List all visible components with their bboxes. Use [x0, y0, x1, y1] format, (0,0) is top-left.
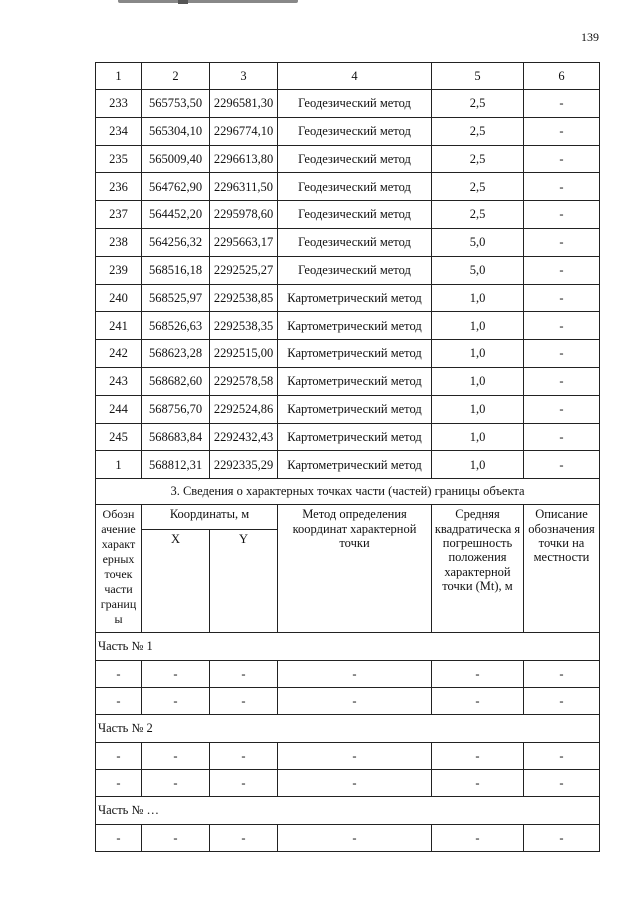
method: Картометрический метод [278, 284, 432, 312]
cell: - [142, 770, 210, 797]
part-label: Часть № … [96, 797, 600, 825]
header-accuracy: Средняя квадратическа я погрешность положения характерной точки (Mt), м [432, 505, 524, 633]
coord-y: 2292525,27 [210, 256, 278, 284]
point-number: 238 [96, 228, 142, 256]
description: - [524, 312, 600, 340]
point-number: 241 [96, 312, 142, 340]
method: Геодезический метод [278, 90, 432, 118]
method: Картометрический метод [278, 395, 432, 423]
coord-x: 565753,50 [142, 90, 210, 118]
col-number: 1 [96, 63, 142, 90]
boundary-points-table [95, 62, 600, 852]
point-number: 1 [96, 451, 142, 479]
scan-artifact [118, 0, 298, 3]
cell: - [142, 661, 210, 688]
cell: - [432, 661, 524, 688]
col-number: 4 [278, 63, 432, 90]
cell: - [524, 770, 600, 797]
header-description: Описание обозначения точки на местности [524, 505, 600, 633]
cell: - [432, 825, 524, 852]
point-number: 240 [96, 284, 142, 312]
coord-x: 568812,31 [142, 451, 210, 479]
table-row [96, 825, 600, 852]
description: - [524, 367, 600, 395]
coord-x: 564452,20 [142, 201, 210, 229]
table-row [96, 688, 600, 715]
accuracy: 1,0 [432, 451, 524, 479]
part-row [96, 633, 600, 661]
coord-y: 2296581,30 [210, 90, 278, 118]
col-number: 6 [524, 63, 600, 90]
accuracy: 2,5 [432, 90, 524, 118]
method: Геодезический метод [278, 117, 432, 145]
cell: - [432, 688, 524, 715]
table-row [96, 743, 600, 770]
section-header-row [96, 505, 600, 530]
coord-y: 2296613,80 [210, 145, 278, 173]
coord-x: 568683,84 [142, 423, 210, 451]
point-number: 242 [96, 340, 142, 368]
part-row [96, 797, 600, 825]
description: - [524, 201, 600, 229]
point-number: 236 [96, 173, 142, 201]
table-row [96, 661, 600, 688]
table-row [96, 312, 600, 340]
method: Картометрический метод [278, 312, 432, 340]
table-row [96, 145, 600, 173]
accuracy: 2,5 [432, 117, 524, 145]
point-number: 235 [96, 145, 142, 173]
description: - [524, 451, 600, 479]
description: - [524, 90, 600, 118]
description: - [524, 117, 600, 145]
point-number: 234 [96, 117, 142, 145]
coord-y: 2292538,35 [210, 312, 278, 340]
description: - [524, 256, 600, 284]
coord-x: 565009,40 [142, 145, 210, 173]
table-row [96, 451, 600, 479]
description: - [524, 228, 600, 256]
cell: - [432, 743, 524, 770]
part-label: Часть № 1 [96, 633, 600, 661]
table-row [96, 367, 600, 395]
accuracy: 2,5 [432, 173, 524, 201]
part-label: Часть № 2 [96, 715, 600, 743]
method: Геодезический метод [278, 173, 432, 201]
page-number: 139 [581, 30, 599, 44]
cell: - [210, 688, 278, 715]
table-row [96, 340, 600, 368]
accuracy: 1,0 [432, 423, 524, 451]
table-row [96, 117, 600, 145]
description: - [524, 395, 600, 423]
table-row [96, 90, 600, 118]
cell: - [142, 825, 210, 852]
accuracy: 1,0 [432, 367, 524, 395]
coord-y: 2292432,43 [210, 423, 278, 451]
cell: - [278, 825, 432, 852]
accuracy: 5,0 [432, 256, 524, 284]
coord-y: 2295663,17 [210, 228, 278, 256]
cell: - [142, 743, 210, 770]
method: Картометрический метод [278, 423, 432, 451]
accuracy: 2,5 [432, 201, 524, 229]
header-coordinates: Координаты, м [142, 505, 278, 530]
table-row [96, 770, 600, 797]
coord-y: 2296774,10 [210, 117, 278, 145]
point-number: 233 [96, 90, 142, 118]
method: Геодезический метод [278, 201, 432, 229]
cell: - [96, 688, 142, 715]
description: - [524, 145, 600, 173]
table-row [96, 256, 600, 284]
cell: - [96, 743, 142, 770]
point-number: 245 [96, 423, 142, 451]
point-number: 244 [96, 395, 142, 423]
section-title: 3. Сведения о характерных точках части (частей) границы объекта [96, 479, 600, 505]
part-row [96, 715, 600, 743]
coord-y: 2292578,58 [210, 367, 278, 395]
coord-y: 2292538,85 [210, 284, 278, 312]
cell: - [96, 770, 142, 797]
cell: - [432, 770, 524, 797]
cell: - [278, 688, 432, 715]
col-number: 3 [210, 63, 278, 90]
header-designation: Обозн ачение характ ерных точек части границ ы [96, 505, 142, 633]
section-title-row [96, 479, 600, 505]
description: - [524, 340, 600, 368]
method: Геодезический метод [278, 145, 432, 173]
table-row [96, 423, 600, 451]
cell: - [524, 825, 600, 852]
coord-y: 2292524,86 [210, 395, 278, 423]
header-y: Y [210, 530, 278, 633]
coord-x: 564256,32 [142, 228, 210, 256]
column-number-row [96, 63, 600, 90]
coord-x: 565304,10 [142, 117, 210, 145]
cell: - [210, 770, 278, 797]
coord-x: 568682,60 [142, 367, 210, 395]
coord-x: 568756,70 [142, 395, 210, 423]
cell: - [96, 661, 142, 688]
accuracy: 1,0 [432, 395, 524, 423]
coord-x: 564762,90 [142, 173, 210, 201]
method: Картометрический метод [278, 367, 432, 395]
accuracy: 5,0 [432, 228, 524, 256]
coord-y: 2295978,60 [210, 201, 278, 229]
cell: - [278, 661, 432, 688]
table-row [96, 284, 600, 312]
coord-y: 2292515,00 [210, 340, 278, 368]
description: - [524, 284, 600, 312]
table-row [96, 173, 600, 201]
cell: - [278, 743, 432, 770]
header-method: Метод определения координат характерной точки [278, 505, 432, 633]
method: Картометрический метод [278, 340, 432, 368]
point-number: 239 [96, 256, 142, 284]
cell: - [96, 825, 142, 852]
table-row [96, 201, 600, 229]
point-number: 243 [96, 367, 142, 395]
coord-y: 2296311,50 [210, 173, 278, 201]
accuracy: 1,0 [432, 284, 524, 312]
accuracy: 1,0 [432, 312, 524, 340]
coord-y: 2292335,29 [210, 451, 278, 479]
table-row [96, 228, 600, 256]
description: - [524, 173, 600, 201]
coord-x: 568516,18 [142, 256, 210, 284]
col-number: 5 [432, 63, 524, 90]
col-number: 2 [142, 63, 210, 90]
method: Картометрический метод [278, 451, 432, 479]
method: Геодезический метод [278, 228, 432, 256]
coord-x: 568623,28 [142, 340, 210, 368]
cell: - [524, 661, 600, 688]
point-number: 237 [96, 201, 142, 229]
cell: - [524, 688, 600, 715]
cell: - [210, 743, 278, 770]
accuracy: 2,5 [432, 145, 524, 173]
coord-x: 568525,97 [142, 284, 210, 312]
cell: - [210, 661, 278, 688]
cell: - [210, 825, 278, 852]
method: Геодезический метод [278, 256, 432, 284]
cell: - [278, 770, 432, 797]
cell: - [142, 688, 210, 715]
header-x: X [142, 530, 210, 633]
coord-x: 568526,63 [142, 312, 210, 340]
table-row [96, 395, 600, 423]
cell: - [524, 743, 600, 770]
accuracy: 1,0 [432, 340, 524, 368]
description: - [524, 423, 600, 451]
